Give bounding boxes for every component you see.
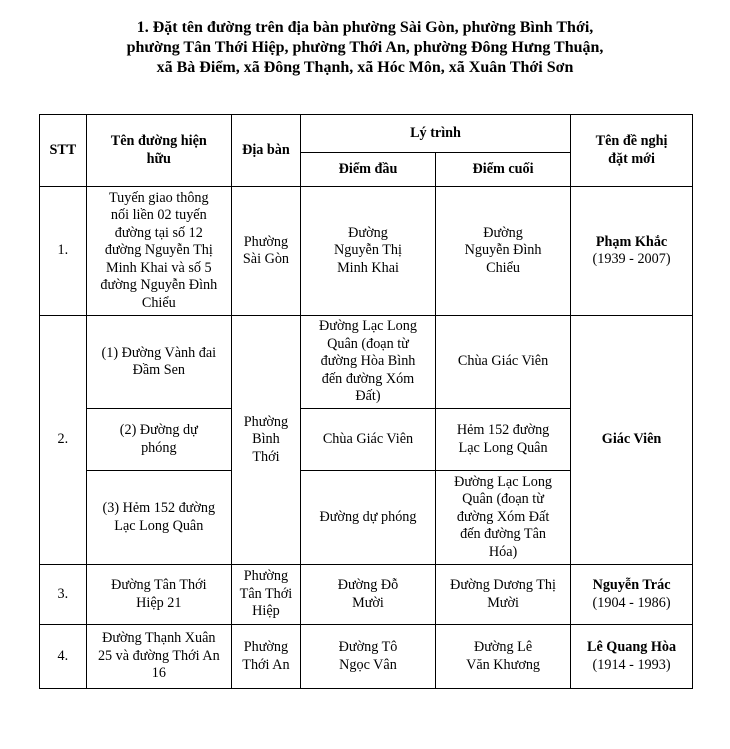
- table-row: [40, 565, 693, 625]
- cell-stt: 3.: [40, 565, 87, 625]
- cell-end-point: Đường Dương Thị Mười: [436, 565, 571, 625]
- cell-start-point: Đường Tô Ngọc Vân: [300, 625, 435, 689]
- new-name: Lê Quang Hòa: [587, 639, 677, 655]
- cell-end-point: Hẻm 152 đường Lạc Long Quân: [436, 409, 571, 471]
- cell-street-name: Tuyến giao thông nối liền 02 tuyến đường tại số 12 đường Nguyễn Thị Minh Khai và số 5 đường Nguyễn Đình Chiểu: [86, 187, 231, 316]
- new-name: Nguyễn Trác: [592, 577, 671, 593]
- cell-start-point: Đường dự phóng: [300, 471, 435, 565]
- cell-street-name: (3) Hẻm 152 đường Lạc Long Quân: [86, 471, 231, 565]
- cell-new-name: [571, 187, 693, 316]
- table-row: [40, 187, 693, 316]
- cell-street-name: Đường Thạnh Xuân 25 và đường Thới An 16: [86, 625, 231, 689]
- header-route: Lý trình: [300, 115, 570, 153]
- cell-start-point: Đường Đỗ Mười: [300, 565, 435, 625]
- street-naming-table: [39, 114, 693, 689]
- header-end-point: Điểm cuối: [436, 153, 571, 187]
- lifespan: (1904 - 1986): [592, 594, 671, 611]
- cell-stt: 4.: [40, 625, 87, 689]
- cell-area: Phường Sài Gòn: [231, 187, 300, 316]
- cell-new-name: [571, 565, 693, 625]
- cell-stt: 1.: [40, 187, 87, 316]
- cell-street-name: (2) Đường dự phóng: [86, 409, 231, 471]
- lifespan: (1939 - 2007): [592, 251, 671, 267]
- heading-line-2: phường Tân Thới Hiệp, phường Thới An, phường Đông Hưng Thuận,: [126, 39, 604, 56]
- lifespan: (1914 - 1993): [592, 656, 671, 673]
- new-name: Phạm Khắc: [595, 233, 668, 250]
- header-street-name: Tên đường hiện hữu: [86, 115, 231, 187]
- heading-line-3: xã Bà Điểm, xã Đông Thạnh, xã Hóc Môn, xã Xuân Thới Sơn: [156, 59, 574, 76]
- cell-start-point: Đường Lạc Long Quân (đoạn từ đường Hòa Bình đến đường Xóm Đất): [300, 316, 435, 409]
- cell-area: Phường Tân Thới Hiệp: [231, 565, 300, 625]
- heading-line-1: 1. Đặt tên đường trên địa bàn phường Sài Gòn, phường Bình Thới,: [136, 19, 594, 36]
- cell-street-name: (1) Đường Vành đai Đầm Sen: [86, 316, 231, 409]
- cell-end-point: Chùa Giác Viên: [436, 316, 571, 409]
- cell-street-name: Đường Tân Thới Hiệp 21: [86, 565, 231, 625]
- cell-new-name: [571, 625, 693, 689]
- table-row: [40, 625, 693, 689]
- header-area: Địa bàn: [231, 115, 300, 187]
- document-heading: [40, 18, 690, 78]
- header-stt: STT: [40, 115, 87, 187]
- cell-start-point: Chùa Giác Viên: [300, 409, 435, 471]
- cell-end-point: Đường Lê Văn Khương: [436, 625, 571, 689]
- cell-end-point: Đường Nguyễn Đình Chiểu: [436, 187, 571, 316]
- cell-start-point: Đường Nguyễn Thị Minh Khai: [300, 187, 435, 316]
- table-row: [40, 316, 693, 409]
- cell-stt: 2.: [40, 316, 87, 565]
- header-start-point: Điểm đầu: [300, 153, 435, 187]
- cell-new-name: Giác Viên: [571, 316, 693, 565]
- header-new-name: Tên đề nghị đặt mới: [571, 115, 693, 187]
- cell-area: Phường Thới An: [231, 625, 300, 689]
- cell-area: Phường Bình Thới: [231, 316, 300, 565]
- cell-end-point: Đường Lạc Long Quân (đoạn từ đường Xóm Đất đến đường Tân Hóa): [436, 471, 571, 565]
